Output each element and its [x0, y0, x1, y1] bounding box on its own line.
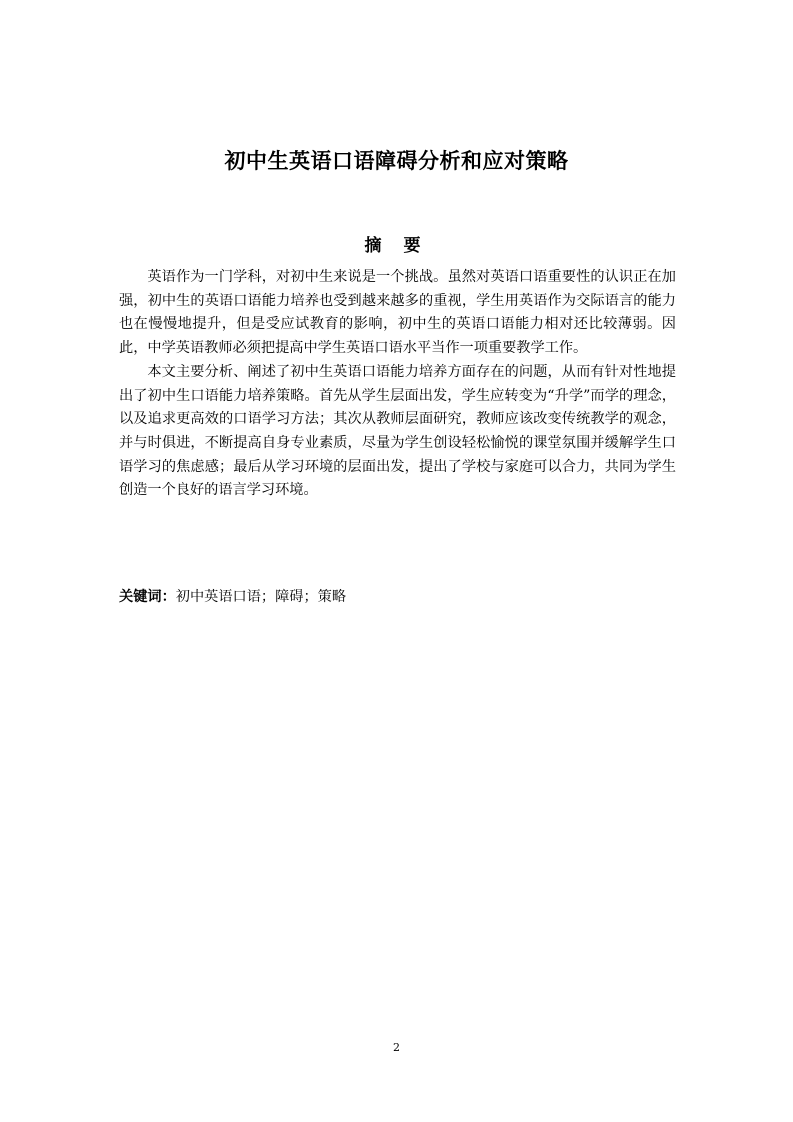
keywords-label: 关键词： — [119, 589, 176, 605]
keywords-value: 初中英语口语；障碍；策略 — [175, 589, 347, 605]
keywords-line — [119, 586, 676, 609]
abstract-paragraph-1: 英语作为一门学科，对初中生来说是一个挑战。虽然对英语口语重要性的认识正在加强，初中生的英语口语能力培养也受到越来越多的重视，学生用英语作为交际语言的能力也在慢慢地提升，但是受应试教育的影响，初中生的英语口语能力相对还比较薄弱。因此，中学英语教师必须把提高中学生英语口语水平当作一项重要教学工作。 — [119, 269, 676, 357]
page-number: 2 — [393, 1041, 400, 1054]
document-title: 初中生英语口语障碍分析和应对策略 — [224, 149, 569, 173]
abstract-heading: 摘 要 — [364, 236, 429, 256]
abstract-paragraph-2: 本文主要分析、阐述了初中生英语口语能力培养方面存在的问题，从而有针对性地提出了初中生口语能力培养策略。首先从学生层面出发，学生应转变为“升学”而学的理念，以及追求更高效的口语学习方法；其次从教师层面研究，教师应该改变传统教学的观念，并与时俱进，不断提高自身专业素质，尽量为学生创设轻松愉悦的课堂氛围并缓解学生口语学习的焦虑感；最后从学习环境的层面出发，提出了学校与家庭可以合力，共同为学生创造一个良好的语言学习环境。 — [119, 363, 676, 499]
abstract-body — [119, 266, 676, 503]
